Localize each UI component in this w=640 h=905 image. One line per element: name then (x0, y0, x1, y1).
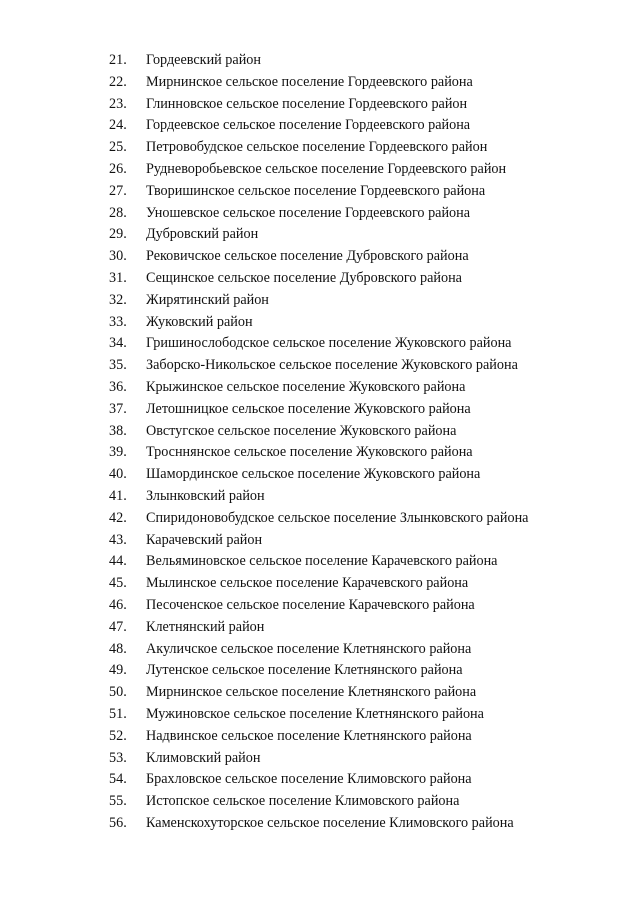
list-item (109, 573, 528, 595)
list-item (109, 530, 528, 552)
list-item (109, 791, 528, 813)
item-text: Летошницкое сельское поселение Жуковского района (146, 400, 471, 417)
list-item (109, 464, 528, 486)
list-item (109, 748, 528, 770)
list-item (109, 312, 528, 334)
item-number: 53. (109, 749, 127, 766)
list-item (109, 486, 528, 508)
item-number: 45. (109, 575, 127, 592)
item-text: Вельяминовское сельское поселение Карачевского района (146, 553, 498, 570)
item-number: 40. (109, 466, 127, 483)
list-item (109, 682, 528, 704)
item-number: 32. (109, 291, 127, 308)
item-text: Тросннянское сельское поселение Жуковского района (146, 444, 473, 461)
list-item (109, 377, 528, 399)
item-number: 41. (109, 487, 127, 504)
list-item (109, 137, 528, 159)
list-item (109, 181, 528, 203)
list-item (109, 355, 528, 377)
item-number: 26. (109, 160, 127, 177)
item-text: Мирнинское сельское поселение Гордеевского района (146, 73, 473, 90)
numbered-list (109, 50, 528, 835)
item-text: Овстугское сельское поселение Жуковского района (146, 422, 457, 439)
item-text: Мужиновское сельское поселение Клетнянского района (146, 705, 484, 722)
list-item (109, 115, 528, 137)
item-text: Клетнянский район (146, 618, 265, 635)
item-number: 21. (109, 52, 127, 68)
item-number: 30. (109, 248, 127, 265)
item-number: 56. (109, 814, 127, 831)
item-number: 46. (109, 596, 127, 613)
list-item (109, 203, 528, 225)
item-text: Рековичское сельское поселение Дубровского района (146, 248, 469, 265)
list-item (109, 268, 528, 290)
item-number: 28. (109, 204, 127, 221)
item-number: 43. (109, 531, 127, 548)
item-text: Климовский район (146, 749, 261, 766)
item-number: 23. (109, 95, 127, 112)
item-number: 35. (109, 357, 127, 374)
item-text: Творишинское сельское поселение Гордеевского района (146, 182, 486, 199)
item-number: 48. (109, 640, 127, 657)
list-item (109, 159, 528, 181)
item-number: 44. (109, 553, 127, 570)
item-number: 33. (109, 313, 127, 330)
item-number: 38. (109, 422, 127, 439)
item-number: 24. (109, 117, 127, 134)
item-number: 36. (109, 378, 127, 395)
list-item (109, 726, 528, 748)
item-text: Жуковский район (146, 313, 253, 330)
list-item (109, 50, 528, 72)
item-text: Брахловское сельское поселение Климовского района (146, 771, 472, 788)
list-item (109, 421, 528, 443)
item-text: Крыжинское сельское поселение Жуковского района (146, 378, 466, 395)
item-text: Акуличское сельское поселение Клетнянского района (146, 640, 472, 657)
item-number: 49. (109, 662, 127, 679)
list-item (109, 704, 528, 726)
item-text: Сещинское сельское поселение Дубровского района (146, 269, 462, 286)
item-text: Лутенское сельское поселение Клетнянского района (146, 662, 463, 679)
item-text: Мылинское сельское поселение Карачевского района (146, 575, 469, 592)
item-number: 29. (109, 226, 127, 243)
list-item (109, 246, 528, 268)
item-number: 37. (109, 400, 127, 417)
item-text: Жирятинский район (146, 291, 269, 308)
list-item (109, 617, 528, 639)
item-number: 39. (109, 444, 127, 461)
list-item (109, 442, 528, 464)
item-text: Шамординское сельское поселение Жуковского района (146, 466, 481, 483)
item-number: 34. (109, 335, 127, 352)
item-text: Карачевский район (146, 531, 263, 548)
item-number: 42. (109, 509, 127, 526)
list-item (109, 813, 528, 835)
item-number: 55. (109, 793, 127, 810)
item-text: Песоченское сельское поселение Карачевского района (146, 596, 475, 613)
item-text: Спиридоновобудское сельское поселение Злынковского района (146, 509, 529, 526)
list-item (109, 333, 528, 355)
item-number: 54. (109, 771, 127, 788)
item-text: Злынковский район (146, 487, 265, 504)
item-number: 47. (109, 618, 127, 635)
item-text: Мирнинское сельское поселение Клетнянского района (146, 684, 477, 701)
item-text: Рудневоробьевское сельское поселение Гордеевского район (146, 160, 507, 177)
item-number: 51. (109, 705, 127, 722)
list-item (109, 72, 528, 94)
item-number: 25. (109, 139, 127, 156)
item-text: Заборско-Никольское сельское поселение Жуковского района (146, 357, 518, 374)
item-text: Гришинослободское сельское поселение Жуковского района (146, 335, 512, 352)
item-number: 52. (109, 727, 127, 744)
item-text: Петровобудское сельское поселение Гордеевского район (146, 139, 488, 156)
item-text: Глинновское сельское поселение Гордеевского район (146, 95, 468, 112)
list-item (109, 660, 528, 682)
list-item (109, 769, 528, 791)
item-number: 27. (109, 182, 127, 199)
list-item (109, 639, 528, 661)
list-item (109, 290, 528, 312)
item-number: 22. (109, 73, 127, 90)
item-text: Уношевское сельское поселение Гордеевского района (146, 204, 471, 221)
item-text: Гордеевское сельское поселение Гордеевского района (146, 117, 471, 134)
item-text: Гордеевский район (146, 52, 261, 68)
list-item (109, 551, 528, 573)
item-text: Каменскохуторское сельское поселение Климовского района (146, 814, 514, 831)
list-item (109, 94, 528, 116)
item-text: Истопское сельское поселение Климовского района (146, 793, 460, 810)
list-item (109, 224, 528, 246)
item-text: Дубровский район (146, 226, 259, 243)
list-item (109, 399, 528, 421)
item-number: 31. (109, 269, 127, 286)
list-item (109, 595, 528, 617)
item-number: 50. (109, 684, 127, 701)
item-text: Надвинское сельское поселение Клетнянского района (146, 727, 472, 744)
list-item (109, 508, 528, 530)
